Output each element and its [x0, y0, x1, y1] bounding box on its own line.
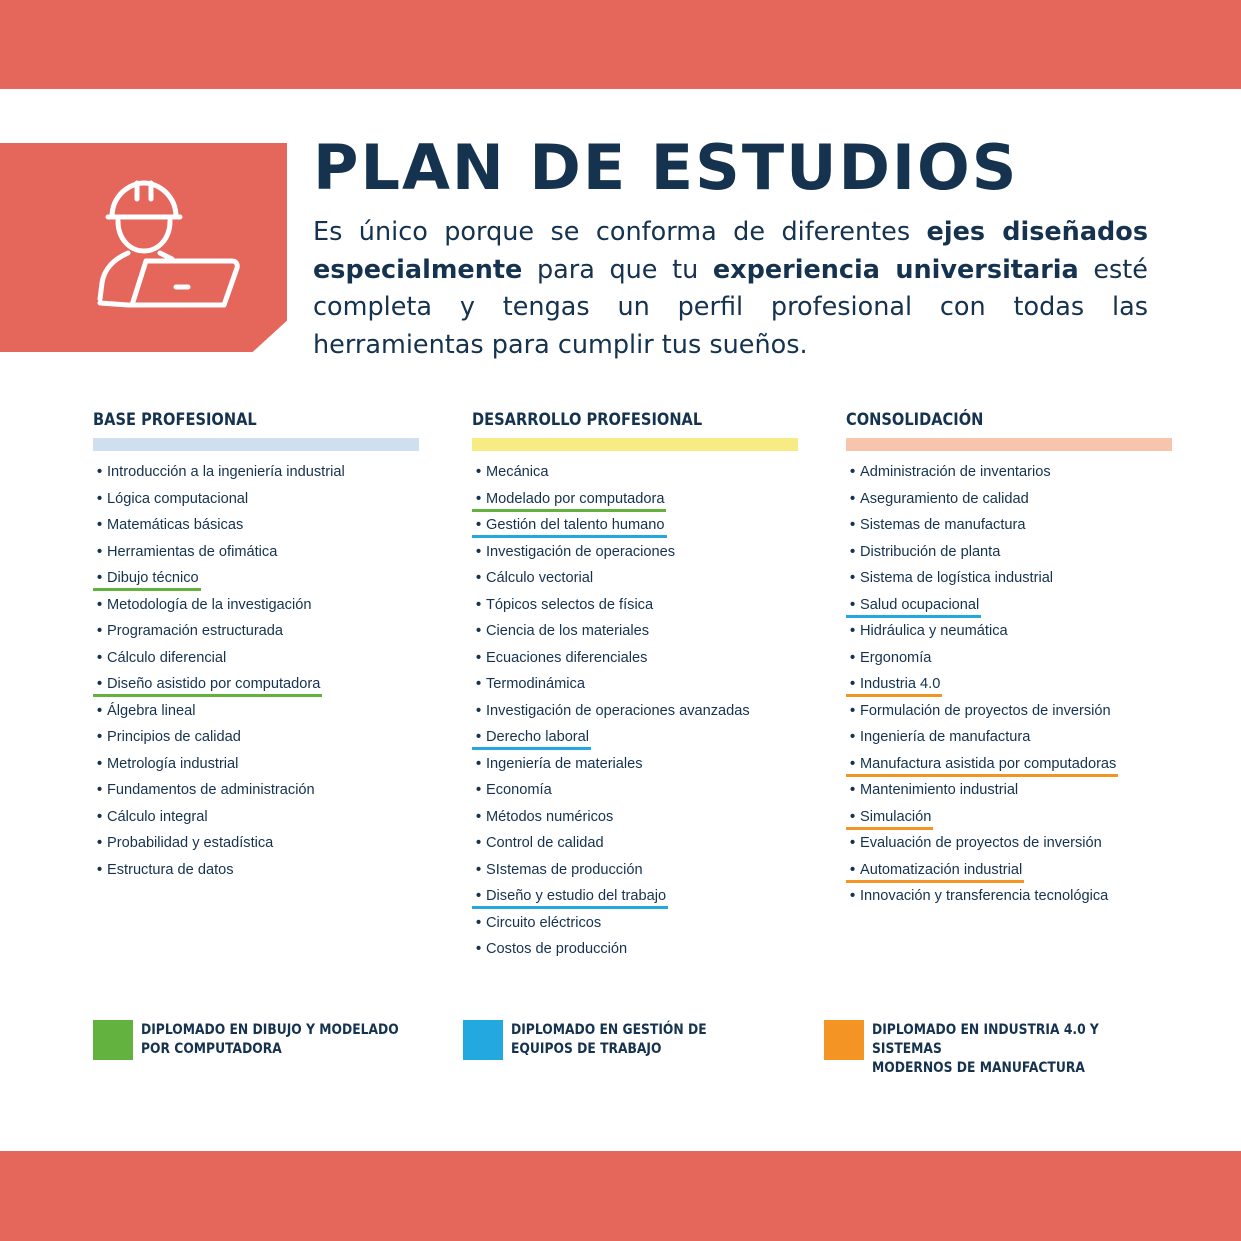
subject-text: Diseño y estudio del trabajo — [486, 888, 667, 904]
subject-item — [472, 620, 798, 647]
subject-item — [93, 541, 419, 568]
bullet-icon: • — [476, 914, 482, 931]
intro-highlight: experiencia universitaria — [712, 254, 1079, 285]
bullet-icon: • — [476, 782, 482, 798]
subject-item — [846, 779, 1172, 806]
bullet-icon: • — [97, 782, 103, 798]
intro-text: esté completa y tengas un perfil profesional con todas las herramientas para cumplir tus sueños. — [313, 254, 1148, 360]
bullet-icon: • — [476, 543, 482, 560]
subject-text: Investigación de operaciones — [486, 543, 676, 560]
bullet-icon: • — [97, 464, 103, 480]
bullet-icon: • — [850, 888, 856, 904]
column-consolidacion — [846, 408, 1172, 912]
bullet-icon: • — [97, 835, 103, 851]
subject-text: Metrología industrial — [107, 755, 239, 772]
subject-label — [472, 489, 666, 512]
subject-item — [93, 594, 419, 621]
subject-item — [472, 488, 798, 515]
subject-text: Investigación de operaciones avanzadas — [486, 702, 750, 719]
subject-text: Gestión del talento humano — [486, 517, 665, 533]
subject-text: Economía — [486, 782, 552, 798]
subject-text: Ciencia de los materiales — [486, 623, 650, 639]
subject-item — [472, 726, 798, 753]
subject-item — [846, 594, 1172, 621]
subject-label — [472, 860, 645, 883]
subject-label — [472, 886, 668, 909]
subject-item — [472, 779, 798, 806]
subject-item — [846, 567, 1172, 594]
bullet-icon: • — [850, 755, 856, 772]
subject-text: Cálculo diferencial — [107, 649, 227, 666]
column-title: CONSOLIDACIÓN — [846, 410, 984, 430]
subject-text: Diseño asistido por computadora — [107, 676, 321, 692]
bullet-icon: • — [850, 517, 856, 533]
subject-label — [93, 833, 275, 856]
bullet-icon: • — [97, 517, 103, 533]
subject-item — [846, 832, 1172, 859]
subject-label — [846, 674, 942, 697]
subject-label — [472, 462, 550, 485]
subject-label — [846, 886, 1110, 909]
subject-label — [93, 701, 197, 724]
subject-label — [846, 595, 981, 618]
subject-item — [472, 912, 798, 939]
bullet-icon: • — [850, 729, 856, 745]
subject-label — [472, 913, 603, 936]
subject-text: Ingeniería de materiales — [486, 755, 643, 772]
subject-text: Mantenimiento industrial — [860, 782, 1019, 798]
subject-item — [93, 832, 419, 859]
subject-text: Principios de calidad — [107, 729, 241, 745]
subject-label — [93, 860, 236, 883]
subject-item — [472, 885, 798, 912]
subject-text: Estructura de datos — [107, 861, 234, 878]
bullet-icon: • — [97, 729, 103, 745]
subject-item — [846, 753, 1172, 780]
subject-text: Evaluación de proyectos de inversión — [860, 835, 1102, 851]
subject-label — [93, 621, 285, 644]
subject-item — [846, 806, 1172, 833]
subject-label — [846, 780, 1020, 803]
subject-label — [846, 515, 1027, 538]
icon-banner — [0, 143, 287, 352]
bullet-icon: • — [476, 623, 482, 639]
subject-label — [846, 807, 933, 830]
subject-item — [93, 488, 419, 515]
bullet-icon: • — [476, 676, 482, 692]
intro-text: para que tu — [522, 254, 713, 285]
subject-text: Introducción a la ingeniería industrial — [107, 464, 345, 480]
subject-text: SIstemas de producción — [486, 861, 643, 878]
subject-item — [93, 647, 419, 674]
subject-text: Ecuaciones diferenciales — [486, 649, 648, 666]
column-color-bar — [472, 438, 798, 451]
subject-text: Derecho laboral — [486, 729, 590, 745]
bullet-icon: • — [476, 729, 482, 745]
subject-text: Cálculo integral — [107, 808, 208, 825]
subject-item — [472, 938, 798, 965]
legend-line: DIPLOMADO EN GESTIÓN DE — [511, 1022, 707, 1038]
subject-item — [846, 673, 1172, 700]
bullet-icon: • — [476, 649, 482, 666]
legend-label — [872, 1021, 1136, 1078]
bullet-icon: • — [97, 649, 103, 666]
bullet-icon: • — [476, 835, 482, 851]
subject-label — [472, 727, 591, 750]
subject-label — [472, 780, 554, 803]
subject-item — [846, 514, 1172, 541]
bullet-icon: • — [850, 702, 856, 719]
subject-text: Industria 4.0 — [860, 676, 941, 692]
subject-label — [93, 595, 313, 618]
subject-item — [472, 594, 798, 621]
subject-text: Salud ocupacional — [860, 596, 980, 613]
subject-text: Fundamentos de administración — [107, 782, 315, 798]
subject-label — [93, 674, 322, 697]
subject-label — [846, 754, 1118, 777]
legend-swatch — [463, 1020, 503, 1060]
bullet-icon: • — [97, 755, 103, 772]
column-desarrollo-profesional — [472, 408, 798, 965]
subject-text: Herramientas de ofimática — [107, 543, 278, 560]
legend-line: DIPLOMADO EN INDUSTRIA 4.0 Y SISTEMAS — [872, 1022, 1099, 1057]
legend-line: MODERNOS DE MANUFACTURA — [872, 1060, 1085, 1076]
subject-item — [472, 700, 798, 727]
bottom-banner — [0, 1151, 1241, 1241]
subject-label — [472, 515, 667, 538]
legend-item-dibujo-modelado — [93, 1020, 441, 1060]
intro-highlight: ejes diseñados especialmente — [313, 217, 1148, 285]
intro-text: Es único porque se conforma de diferentes — [313, 217, 927, 247]
subject-item — [472, 647, 798, 674]
subject-label — [472, 701, 752, 724]
subject-item — [93, 779, 419, 806]
subject-label — [472, 595, 655, 618]
subject-item — [93, 620, 419, 647]
subject-label — [472, 833, 606, 856]
subject-label — [472, 754, 645, 777]
intro-paragraph — [313, 214, 1148, 364]
bullet-icon: • — [97, 570, 103, 586]
legend-line: POR COMPUTADORA — [141, 1041, 282, 1057]
subject-item — [846, 541, 1172, 568]
subject-text: Mecánica — [486, 464, 549, 480]
subject-label — [93, 462, 347, 485]
subject-item — [472, 859, 798, 886]
legend-line: EQUIPOS DE TRABAJO — [511, 1041, 662, 1057]
worker-laptop-icon — [92, 177, 242, 327]
subject-item — [846, 461, 1172, 488]
subject-text: Ergonomía — [860, 649, 932, 666]
subject-label — [93, 489, 250, 512]
subject-text: Simulación — [860, 808, 932, 825]
subject-text: Matemáticas básicas — [107, 517, 244, 533]
subject-label — [472, 568, 595, 591]
column-color-bar — [93, 438, 419, 451]
page-title: PLAN DE ESTUDIOS — [313, 131, 1019, 204]
bullet-icon: • — [97, 861, 103, 878]
legend-item-gestion-equipos — [463, 1020, 811, 1060]
subject-text: Administración de inventarios — [860, 464, 1051, 480]
subject-label — [472, 939, 629, 962]
bullet-icon: • — [97, 623, 103, 639]
subject-item — [846, 700, 1172, 727]
bullet-icon: • — [850, 782, 856, 798]
subject-text: Lógica computacional — [107, 490, 249, 507]
bullet-icon: • — [476, 941, 482, 957]
subject-item — [93, 726, 419, 753]
subject-label — [472, 807, 615, 830]
column-title: BASE PROFESIONAL — [93, 410, 257, 430]
subject-text: Cálculo vectorial — [486, 570, 594, 586]
subject-item — [93, 567, 419, 594]
bullet-icon: • — [97, 490, 103, 507]
subject-label — [93, 780, 317, 803]
subject-item — [472, 567, 798, 594]
subject-label — [846, 648, 933, 671]
subject-item — [846, 620, 1172, 647]
subject-label — [472, 542, 677, 565]
subject-item — [472, 461, 798, 488]
bullet-icon: • — [97, 676, 103, 692]
subject-text: Tópicos selectos de física — [486, 596, 654, 613]
bullet-icon: • — [97, 808, 103, 825]
bullet-icon: • — [850, 570, 856, 586]
bullet-icon: • — [97, 702, 103, 719]
subject-text: Distribución de planta — [860, 543, 1001, 560]
subject-label — [846, 727, 1032, 750]
bullet-icon: • — [850, 649, 856, 666]
subject-text: Sistema de logística industrial — [860, 570, 1054, 586]
subject-text: Álgebra lineal — [107, 702, 196, 719]
subject-text: Dibujo técnico — [107, 570, 199, 586]
bullet-icon: • — [476, 490, 482, 507]
subject-text: Métodos numéricos — [486, 808, 614, 825]
legend-swatch — [93, 1020, 133, 1060]
subject-label — [93, 807, 210, 830]
subject-label — [846, 462, 1053, 485]
subject-text: Probabilidad y estadística — [107, 835, 274, 851]
subject-item — [93, 673, 419, 700]
bullet-icon: • — [850, 861, 856, 878]
bullet-icon: • — [476, 888, 482, 904]
subject-item — [93, 461, 419, 488]
legend-label — [511, 1021, 775, 1059]
subject-label — [846, 860, 1024, 883]
subject-label — [846, 701, 1113, 724]
bullet-icon: • — [476, 570, 482, 586]
bullet-icon: • — [850, 490, 856, 507]
bullet-icon: • — [476, 808, 482, 825]
bullet-icon: • — [476, 702, 482, 719]
subject-text: Ingeniería de manufactura — [860, 729, 1031, 745]
subject-label — [93, 568, 201, 591]
subject-item — [846, 885, 1172, 912]
legend-item-industria-40 — [824, 1020, 1172, 1078]
subject-item — [93, 753, 419, 780]
column-color-bar — [846, 438, 1172, 451]
subject-text: Innovación y transferencia tecnológica — [860, 888, 1109, 904]
subject-label — [93, 542, 279, 565]
subject-label — [472, 621, 651, 644]
subject-item — [846, 726, 1172, 753]
subject-label — [93, 754, 240, 777]
subject-text: Termodinámica — [486, 676, 585, 692]
subject-text: Aseguramiento de calidad — [860, 490, 1029, 507]
subject-label — [846, 542, 1002, 565]
subject-text: Metodología de la investigación — [107, 596, 312, 613]
subject-label — [846, 489, 1031, 512]
subject-text: Modelado por computadora — [486, 490, 665, 507]
subject-label — [846, 568, 1055, 591]
subject-item — [472, 832, 798, 859]
bullet-icon: • — [476, 861, 482, 878]
column-base-profesional — [93, 408, 419, 885]
subject-item — [93, 700, 419, 727]
legend-line: DIPLOMADO EN DIBUJO Y MODELADO — [141, 1022, 399, 1038]
top-banner — [0, 0, 1241, 89]
subject-text: Hidráulica y neumática — [860, 623, 1008, 639]
subject-item — [472, 541, 798, 568]
legend-swatch — [824, 1020, 864, 1060]
bullet-icon: • — [850, 623, 856, 639]
bullet-icon: • — [850, 596, 856, 613]
subject-text: Circuito eléctricos — [486, 914, 602, 931]
subject-text: Formulación de proyectos de inversión — [860, 702, 1111, 719]
bullet-icon: • — [476, 755, 482, 772]
bullet-icon: • — [850, 543, 856, 560]
subject-item — [472, 673, 798, 700]
bullet-icon: • — [850, 808, 856, 825]
bullet-icon: • — [97, 543, 103, 560]
bullet-icon: • — [476, 596, 482, 613]
subject-item — [93, 806, 419, 833]
subject-text: Programación estructurada — [107, 623, 284, 639]
subject-item — [846, 488, 1172, 515]
bullet-icon: • — [850, 676, 856, 692]
bullet-icon: • — [476, 464, 482, 480]
subject-label — [846, 833, 1104, 856]
bullet-icon: • — [476, 517, 482, 533]
subject-label — [472, 648, 649, 671]
subject-text: Manufactura asistida por computadoras — [860, 755, 1117, 772]
subject-item — [93, 859, 419, 886]
subject-item — [93, 514, 419, 541]
subject-text: Automatización industrial — [860, 861, 1023, 878]
subject-text: Costos de producción — [486, 941, 628, 957]
bullet-icon: • — [97, 596, 103, 613]
subject-item — [846, 647, 1172, 674]
subject-list — [93, 461, 419, 885]
subject-item — [846, 859, 1172, 886]
subject-label — [846, 621, 1010, 644]
subject-list — [472, 461, 798, 965]
subject-label — [93, 515, 245, 538]
subject-label — [93, 727, 243, 750]
subject-item — [472, 753, 798, 780]
subject-text: Sistemas de manufactura — [860, 517, 1026, 533]
subject-label — [472, 674, 587, 697]
subject-item — [472, 806, 798, 833]
legend-label — [141, 1021, 405, 1059]
subject-list — [846, 461, 1172, 912]
subject-text: Control de calidad — [486, 835, 604, 851]
subject-label — [93, 648, 228, 671]
bullet-icon: • — [850, 835, 856, 851]
bullet-icon: • — [850, 464, 856, 480]
subject-item — [472, 514, 798, 541]
column-title: DESARROLLO PROFESIONAL — [472, 410, 703, 430]
